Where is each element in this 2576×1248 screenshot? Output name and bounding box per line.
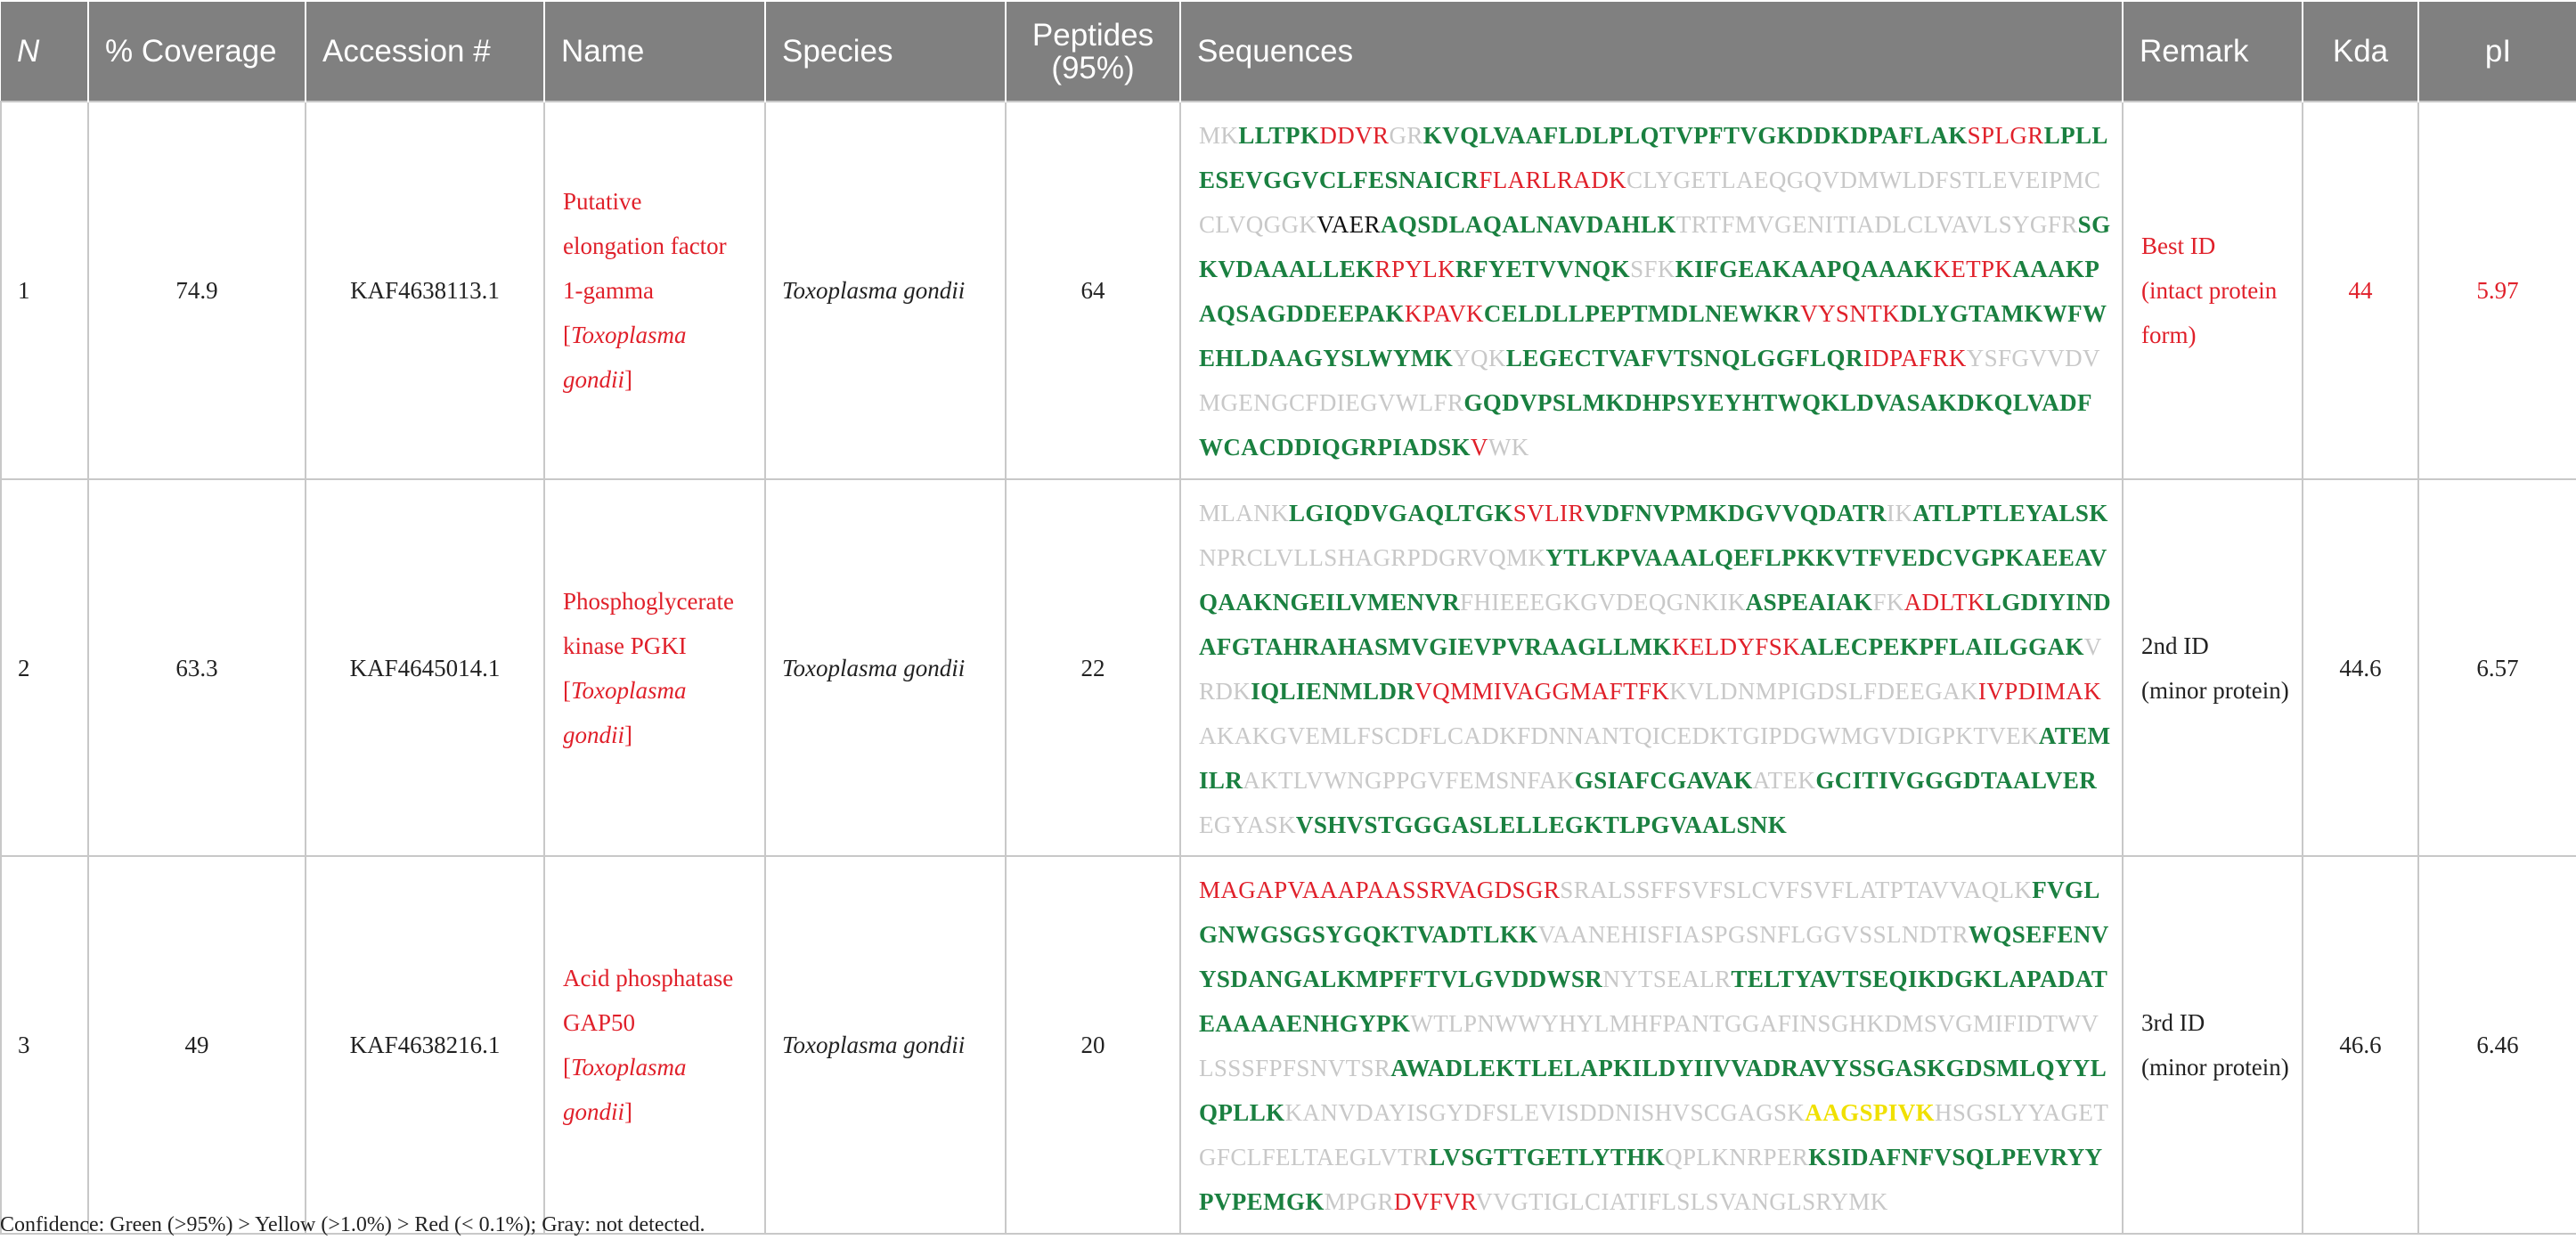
seq-segment-green: CELDLLPEPTMDLNEWKR bbox=[1483, 300, 1801, 327]
seq-segment-gray: VVGTIGLCIATIFLSLSVANGLSRYMK bbox=[1475, 1188, 1888, 1215]
cell-sequence bbox=[1180, 479, 2123, 856]
name-close-bracket: ] bbox=[624, 1098, 633, 1125]
cell-accession: KAF4638113.1 bbox=[306, 102, 544, 479]
seq-segment-green: LGIQDVGAQLTGK bbox=[1289, 499, 1513, 526]
cell-sequence bbox=[1180, 102, 2123, 479]
seq-segment-black: VAER bbox=[1317, 211, 1381, 238]
seq-segment-green: AQSDLAQALNAVDAHLK bbox=[1380, 211, 1676, 238]
seq-segment-gray: SRALSSFFSVFSLCVFSVFLATPTAVVAQLK bbox=[1560, 877, 2033, 903]
cell-accession: KAF4638216.1 bbox=[306, 856, 544, 1234]
seq-segment-green: KIFGEAKAAPQAAAK bbox=[1675, 256, 1934, 282]
header-peptides-line1: Peptides bbox=[1031, 17, 1154, 53]
seq-segment-green: LEGECTVAFVTSNQLGGFLQR bbox=[1505, 345, 1863, 371]
cell-remark bbox=[2123, 479, 2303, 856]
seq-segment-green: FVGLGNWGSGSYGQKTVADTLKK bbox=[1199, 877, 2100, 948]
remark-line2: (minor protein) bbox=[2141, 1054, 2289, 1081]
seq-segment-green: GCITIVGGGDTAALVER bbox=[1815, 766, 2098, 794]
cell-coverage: 74.9 bbox=[88, 102, 306, 479]
cell-sequence bbox=[1180, 856, 2123, 1234]
header-accession: Accession # bbox=[306, 2, 544, 102]
seq-segment-gray: TRTFMVGENITIADLCLVAVLSYGFR bbox=[1675, 211, 2078, 238]
cell-accession: KAF4645014.1 bbox=[306, 479, 544, 856]
seq-segment-gray: AKTLVWNGPPGVFEMSNFAK bbox=[1243, 766, 1575, 794]
seq-segment-gray: YSFGVVDVMGENGCFDIEGVWLFR bbox=[1199, 345, 2100, 416]
seq-segment-gray: KVLDNMPIGDSLFDEEGAK bbox=[1669, 677, 1978, 705]
header-coverage: % Coverage bbox=[88, 2, 306, 102]
name-close-bracket: ] bbox=[624, 366, 633, 393]
seq-segment-red: KELDYFSK bbox=[1671, 632, 1801, 660]
header-name: Name bbox=[544, 2, 765, 102]
seq-segment-gray: EGYASK bbox=[1199, 811, 1296, 838]
seq-segment-gray: ATEK bbox=[1752, 766, 1816, 794]
name-text: Acid phosphatase GAP50 [ bbox=[563, 965, 734, 1081]
remark-line2: (minor protein) bbox=[2141, 676, 2289, 704]
header-peptides bbox=[1006, 2, 1180, 102]
seq-segment-green: YTLKPVAAALQEFLPKKVTFVEDCVGPKAEEAVQAAKNGEILVMENVR bbox=[1199, 543, 2107, 616]
seq-segment-green: KVQLVAAFLDLPLQTVPFTVGKDDKDPAFLAK bbox=[1423, 122, 1968, 149]
seq-segment-gray: NYTSEALR bbox=[1602, 966, 1732, 992]
name-text: Putative elongation factor 1-gamma [ bbox=[563, 188, 727, 348]
cell-name bbox=[544, 102, 765, 479]
seq-segment-gray: IK bbox=[1887, 499, 1913, 526]
header-sequences: Sequences bbox=[1180, 2, 2123, 102]
cell-pi: 6.57 bbox=[2418, 479, 2576, 856]
cell-pi: 5.97 bbox=[2418, 102, 2576, 479]
seq-segment-gray: MLANK bbox=[1199, 499, 1289, 526]
cell-species: Toxoplasma gondii bbox=[765, 856, 1006, 1234]
table-row bbox=[1, 856, 2576, 1234]
seq-segment-gray: FHIEEEGKGVDEQGNKIK bbox=[1460, 588, 1746, 616]
seq-segment-green: GSIAFCGAVAK bbox=[1574, 766, 1753, 794]
cell-peptides: 64 bbox=[1006, 102, 1180, 479]
seq-segment-gray: CLYGETLAEQGQVDMWLDFSTLEVEIPMCCLVQGGK bbox=[1199, 167, 2101, 238]
remark-line1: 2nd ID bbox=[2141, 632, 2209, 659]
seq-segment-green: IQLIENMLDR bbox=[1251, 677, 1415, 705]
seq-segment-gray: SFK bbox=[1630, 256, 1675, 282]
cell-peptides: 20 bbox=[1006, 856, 1180, 1234]
header-kda: Kda bbox=[2303, 2, 2418, 102]
seq-segment-gray: NPRCLVLLSHAGRPDGRVQMK bbox=[1199, 543, 1546, 571]
cell-name bbox=[544, 479, 765, 856]
cell-kda: 46.6 bbox=[2303, 856, 2418, 1234]
cell-species: Toxoplasma gondii bbox=[765, 102, 1006, 479]
cell-pi: 6.46 bbox=[2418, 856, 2576, 1234]
header-remark: Remark bbox=[2123, 2, 2303, 102]
seq-segment-green: ATLPTLEYALSK bbox=[1912, 499, 2108, 526]
seq-segment-green: ALECPEKPFLAILGGAK bbox=[1800, 632, 2084, 660]
remark-line2: (intact protein form) bbox=[2141, 277, 2278, 348]
seq-segment-gray: GR bbox=[1389, 122, 1423, 149]
seq-segment-red: DVFVR bbox=[1393, 1188, 1476, 1215]
seq-segment-gray: VRDK bbox=[1199, 632, 2102, 705]
seq-segment-red: V bbox=[1470, 434, 1488, 461]
seq-segment-red: IVPDIMAK bbox=[1977, 677, 2102, 705]
seq-segment-gray: QPLKNRPER bbox=[1665, 1144, 1809, 1171]
header-peptides-line2: (95%) bbox=[1051, 50, 1135, 86]
seq-segment-green: GQDVPSLMKDHPSYEYHTWQKLDVASAKDKQLVADFWCACDDIQGRPIADSK bbox=[1199, 389, 2092, 461]
seq-segment-gray: FK bbox=[1872, 588, 1904, 616]
name-close-bracket: ] bbox=[624, 721, 633, 748]
remark-line1: 3rd ID bbox=[2141, 1009, 2205, 1036]
name-species: Toxoplasma gondii bbox=[563, 676, 687, 748]
seq-segment-red: SVLIR bbox=[1512, 499, 1585, 526]
seq-segment-green: SGKVDAAALLEK bbox=[1199, 211, 2111, 282]
cell-name bbox=[544, 856, 765, 1234]
seq-segment-gray: VAANEHISFIASPGSNFLGGVSSLNDTR bbox=[1537, 921, 1969, 948]
seq-segment-gray: MK bbox=[1199, 122, 1239, 149]
seq-segment-red: IDPAFRK bbox=[1863, 345, 1967, 371]
cell-n: 2 bbox=[1, 479, 88, 856]
seq-segment-red: KPAVK bbox=[1404, 300, 1484, 327]
remark-line1: Best ID bbox=[2141, 232, 2216, 259]
seq-segment-gray: WTLPNWWYHYLMHFPANTGGAFINSGHKDMSVGMIFIDTWVLSSSFPFSNVTSR bbox=[1199, 1010, 2099, 1081]
seq-segment-green: WQSEFENVYSDANGALKMPFFTVLGVDDWSR bbox=[1199, 921, 2109, 992]
seq-segment-red: FLARLRADK bbox=[1479, 167, 1626, 193]
name-species: Toxoplasma gondii bbox=[563, 322, 687, 393]
name-text: Phosphoglycerate kinase PGKI [ bbox=[563, 587, 734, 704]
cell-n: 1 bbox=[1, 102, 88, 479]
seq-segment-green: ATEMILR bbox=[1199, 722, 2111, 794]
seq-segment-red: DDVR bbox=[1319, 122, 1390, 149]
seq-segment-red: MAGAPVAAAPAASSRVAGDSGR bbox=[1199, 877, 1561, 903]
seq-segment-red: KETPK bbox=[1933, 256, 2013, 282]
seq-segment-gray: HSGSLYYAGETGFCLFELTAEGLVTR bbox=[1199, 1099, 2109, 1171]
seq-segment-gray: YQK bbox=[1453, 345, 1506, 371]
seq-segment-green: LVSGTTGETLYTHK bbox=[1429, 1144, 1666, 1171]
cell-peptides: 22 bbox=[1006, 479, 1180, 856]
seq-segment-red: ADLTK bbox=[1903, 588, 1985, 616]
cell-kda: 44.6 bbox=[2303, 479, 2418, 856]
cell-n: 3 bbox=[1, 856, 88, 1234]
header-n: N bbox=[1, 2, 88, 102]
cell-remark bbox=[2123, 856, 2303, 1234]
cell-coverage: 49 bbox=[88, 856, 306, 1234]
seq-segment-green: LLTPK bbox=[1238, 122, 1320, 149]
seq-segment-gray: KANVDAYISGYDFSLEVISDDNISHVSCGAGSK bbox=[1284, 1099, 1806, 1126]
seq-segment-gray: WK bbox=[1488, 434, 1529, 461]
header-row bbox=[1, 2, 2576, 102]
seq-segment-red: RPYLK bbox=[1374, 256, 1456, 282]
seq-segment-green: ASPEAIAK bbox=[1745, 588, 1873, 616]
header-pi: pI bbox=[2418, 2, 2576, 102]
header-species: Species bbox=[765, 2, 1006, 102]
seq-segment-gray: MPGR bbox=[1324, 1188, 1394, 1215]
seq-segment-green: AWADLEKTLELAPKILDYIIVVADRAVYSSGASKGDSMLQYYLQPLLK bbox=[1199, 1055, 2107, 1126]
name-species: Toxoplasma gondii bbox=[563, 1054, 687, 1125]
protein-identification-table bbox=[0, 2, 2576, 1235]
seq-segment-red: VQMMIVAGGMAFTFK bbox=[1414, 677, 1670, 705]
seq-segment-gray: AKAKGVEMLFSCDFLCADKFDNNANTQICEDKTGIPDGWMGVDIGPKTVEK bbox=[1199, 722, 2039, 749]
seq-segment-green: VSHVSTGGGASLELLEGKTLPGVAALSNK bbox=[1295, 811, 1788, 838]
seq-segment-green: KSIDAFNFVSQLPEVRYYPVPEMGK bbox=[1199, 1144, 2103, 1215]
seq-segment-green: AAAKPAQSAGDDEEPAK bbox=[1199, 256, 2100, 327]
seq-segment-green: TELTYAVTSEQIKDGKLAPADATEAAAAENHGYPK bbox=[1199, 966, 2108, 1037]
table-row bbox=[1, 102, 2576, 479]
cell-species: Toxoplasma gondii bbox=[765, 479, 1006, 856]
cell-coverage: 63.3 bbox=[88, 479, 306, 856]
seq-segment-red: VYSNTK bbox=[1800, 300, 1901, 327]
seq-segment-yellow: AAGSPIVK bbox=[1805, 1099, 1936, 1126]
cell-kda: 44 bbox=[2303, 102, 2418, 479]
seq-segment-green: LGDIYINDAFGTAHRAHASMVGIEVPVRAAGLLMK bbox=[1199, 588, 2112, 660]
seq-segment-green: VDFNVPMKDGVVQDATR bbox=[1584, 499, 1887, 526]
cell-remark bbox=[2123, 102, 2303, 479]
seq-segment-green: LPLLESEVGGVCLFESNAICR bbox=[1199, 122, 2108, 193]
seq-segment-green: DLYGTAMKWFWEHLDAAGYSLWYMK bbox=[1199, 300, 2107, 371]
table-row bbox=[1, 479, 2576, 856]
table-footnote: Confidence: Green (>95%) > Yellow (>1.0%) > Red (< 0.1%); Gray: not detected. bbox=[0, 1213, 705, 1236]
seq-segment-red: SPLGR bbox=[1967, 122, 2044, 149]
seq-segment-green: RFYETVVNQK bbox=[1455, 256, 1631, 282]
